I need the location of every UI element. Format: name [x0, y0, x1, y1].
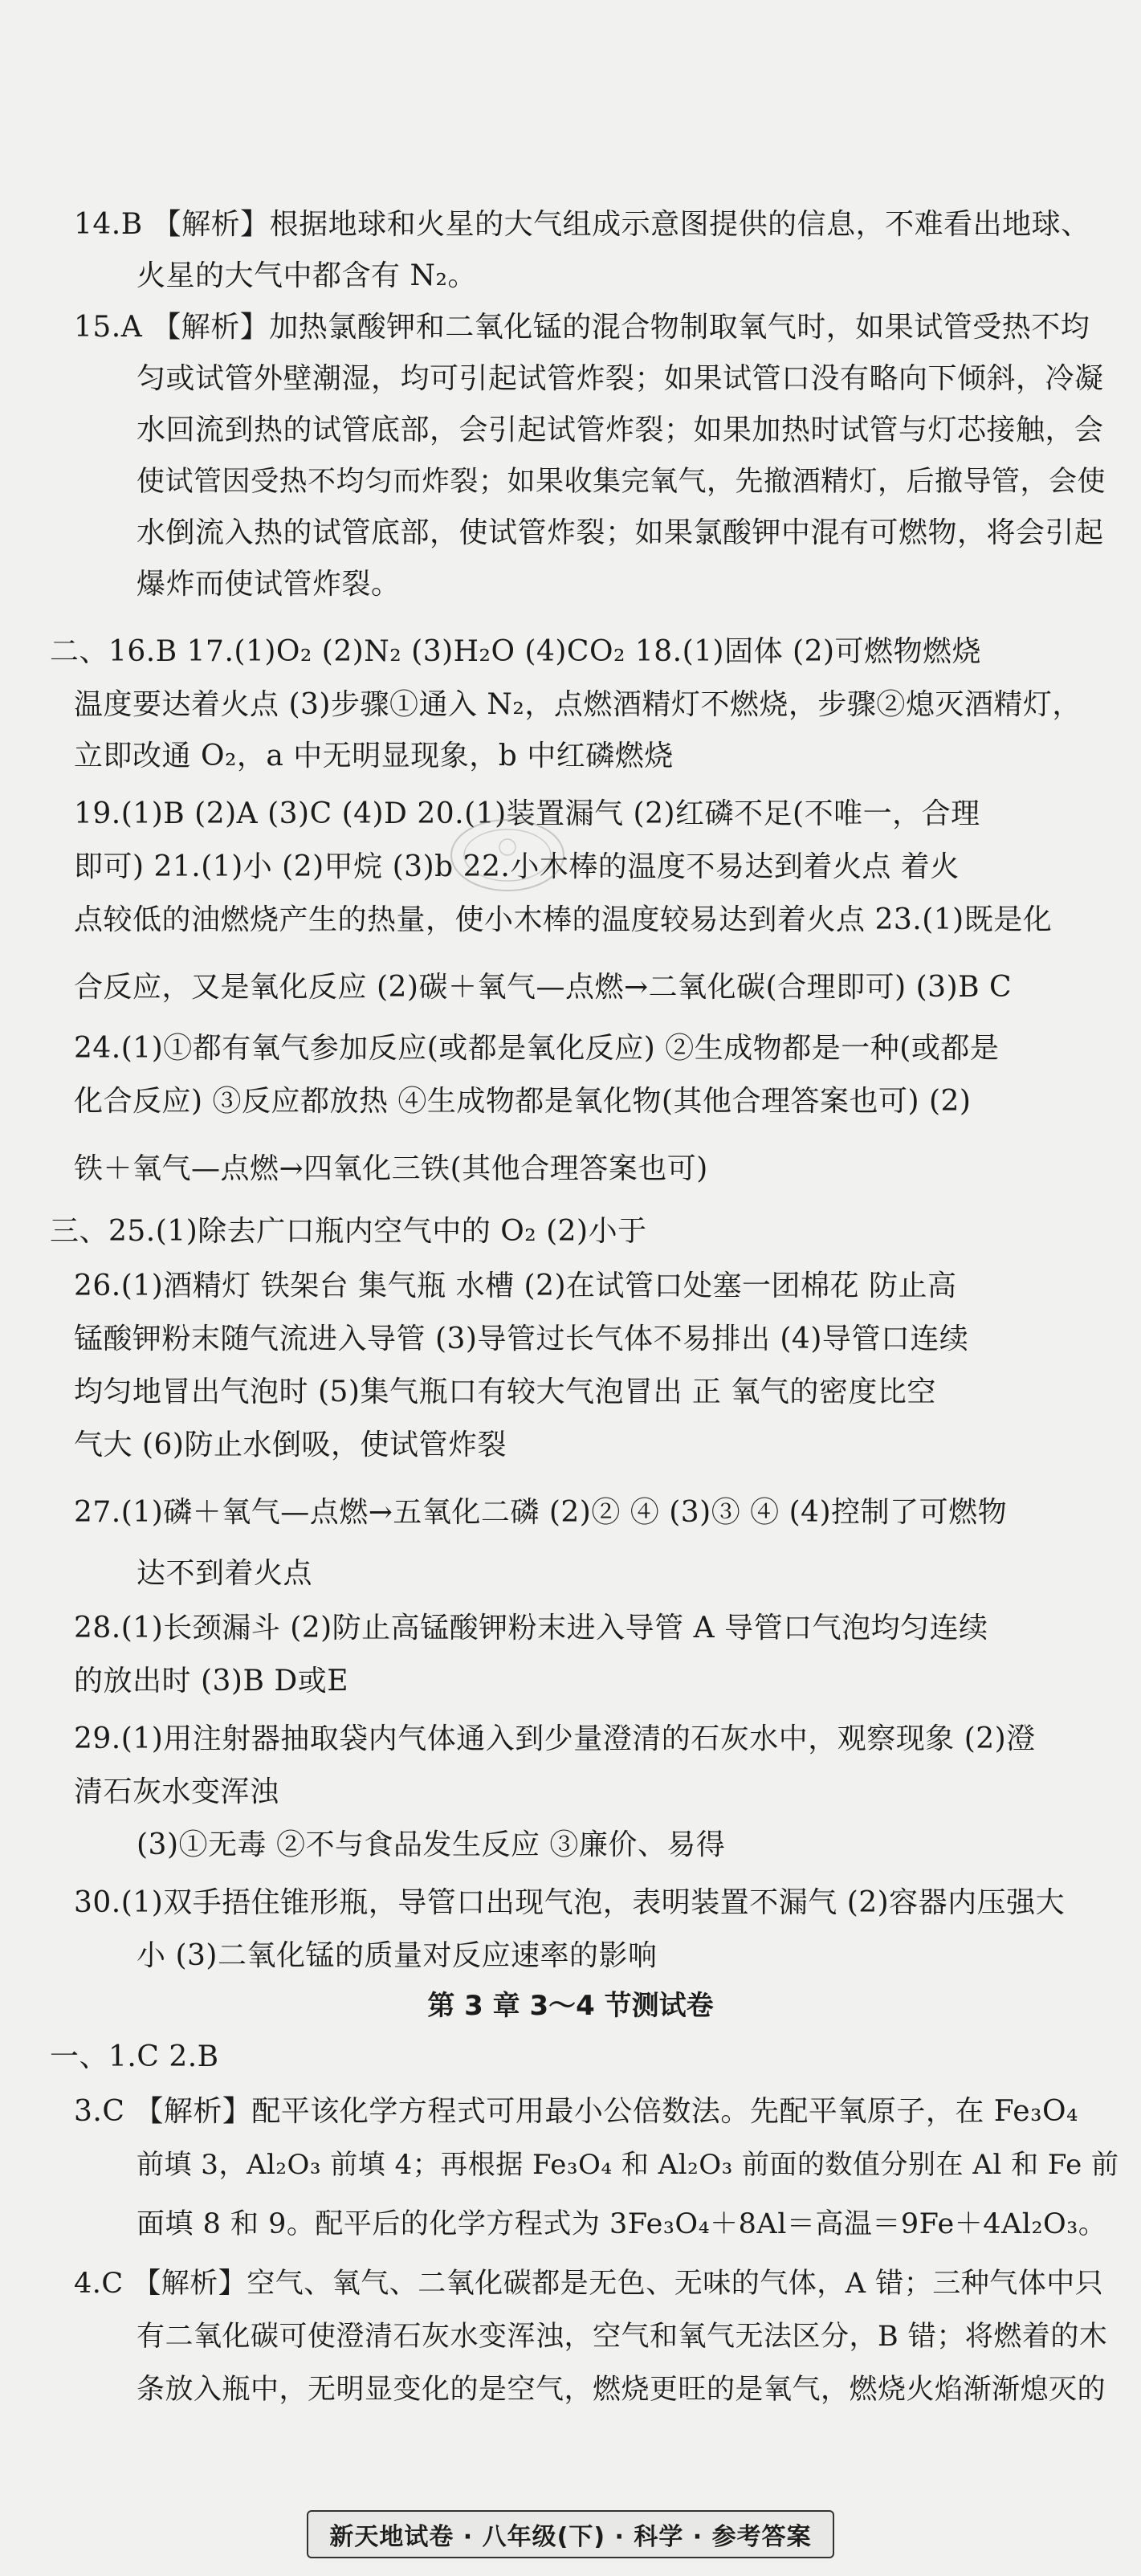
- text-line: (3)①无毒 ②不与食品发生反应 ③廉价、易得: [137, 1828, 726, 1861]
- text-line: 4.C 【解析】空气、氧气、二氧化碳都是无色、无味的气体，A 错；三种气体中只: [74, 2268, 1104, 2300]
- text-line: 29.(1)用注射器抽取袋内气体通入到少量澄清的石灰水中，观察现象 (2)澄: [74, 1722, 1036, 1755]
- text-line: 3.C 【解析】配平该化学方程式可用最小公倍数法。先配平氧原子，在 Fe₃O₄: [74, 2095, 1078, 2128]
- footer-label: 新天地试卷 · 八年级(下) · 科学 · 参考答案: [307, 2510, 833, 2558]
- text-line: 均匀地冒出气泡时 (5)集气瓶口有较大气泡冒出 正 氧气的密度比空: [74, 1376, 936, 1408]
- text-line: 达不到着火点: [137, 1557, 313, 1590]
- text-line: 30.(1)双手捂住锥形瓶，导管口出现气泡，表明装置不漏气 (2)容器内压强大: [74, 1886, 1066, 1919]
- text-line: 温度要达着火点 (3)步骤①通入 N₂，点燃酒精灯不燃烧，步骤②熄灭酒精灯，: [74, 688, 1082, 721]
- text-line: 19.(1)B (2)A (3)C (4)D 20.(1)装置漏气 (2)红磷不足(不唯一，合理: [74, 797, 980, 830]
- text-line: 的放出时 (3)B D或E: [74, 1665, 348, 1698]
- text-line: 火星的大气中都含有 N₂。: [137, 259, 477, 292]
- text-line: 三、25.(1)除去广口瓶内空气中的 O₂ (2)小于: [50, 1215, 647, 1248]
- text-line: 小 (3)二氧化锰的质量对反应速率的影响: [137, 1939, 658, 1972]
- text-line: 条放入瓶中，无明显变化的是空气，燃烧更旺的是氧气，燃烧火焰渐渐熄灭的: [137, 2374, 1106, 2406]
- page-footer: [0, 2510, 1141, 2558]
- text-line: 一、1.C 2.B: [50, 2040, 219, 2073]
- text-line: 铁＋氧气—点燃→四氧化三铁(其他合理答案也可): [74, 1152, 708, 1185]
- text-line: 水倒流入热的试管底部，使试管炸裂；如果氯酸钾中混有可燃物，将会引起: [137, 516, 1104, 549]
- text-line: 二、16.B 17.(1)O₂ (2)N₂ (3)H₂O (4)CO₂ 18.(1)固体 (2)可燃物燃烧: [50, 635, 982, 668]
- text-line: 前填 3，Al₂O₃ 前填 4；再根据 Fe₃O₄ 和 Al₂O₃ 前面的数值分别在 Al 和 Fe 前: [137, 2149, 1119, 2181]
- text-line: 28.(1)长颈漏斗 (2)防止高锰酸钾粉末进入导管 A 导管口气泡均匀连续: [74, 1612, 988, 1645]
- text-line: 使试管因受热不均匀而炸裂；如果收集完氧气，先撤酒精灯，后撤导管，会使: [137, 466, 1106, 498]
- text-line: 合反应，又是氧化反应 (2)碳＋氧气—点燃→二氧化碳(合理即可) (3)B C: [74, 971, 1013, 1004]
- text-line: 锰酸钾粉末随气流进入导管 (3)导管过长气体不易排出 (4)导管口连续: [74, 1323, 969, 1355]
- text-line: 26.(1)酒精灯 铁架台 集气瓶 水槽 (2)在试管口处塞一团棉花 防止高: [74, 1270, 957, 1302]
- text-line: 14.B 【解析】根据地球和火星的大气组成示意图提供的信息，不难看出地球、: [74, 208, 1090, 241]
- text-line: 15.A 【解析】加热氯酸钾和二氧化锰的混合物制取氧气时，如果试管受热不均: [74, 311, 1090, 344]
- text-line: 24.(1)①都有氧气参加反应(或都是氧化反应) ②生成物都是一种(或都是: [74, 1032, 1000, 1065]
- text-line: 面填 8 和 9。配平后的化学方程式为 3Fe₃O₄＋8Al＝高温＝9Fe＋4Al₂O₃。: [137, 2208, 1107, 2240]
- text-line: 有二氧化碳可使澄清石灰水变浑浊，空气和氧气无法区分，B 错；将燃着的木: [137, 2321, 1108, 2353]
- text-line: 水回流到热的试管底部，会引起试管炸裂；如果加热时试管与灯芯接触，会: [137, 414, 1104, 446]
- text-line: 清石灰水变浑浊: [74, 1775, 279, 1808]
- text-line: 气大 (6)防止水倒吸，使试管炸裂: [74, 1429, 507, 1461]
- section-heading: 第 3 章 3～4 节测试卷: [427, 1990, 714, 2022]
- text-line: 立即改通 O₂，a 中无明显现象，b 中红磷燃烧: [74, 740, 674, 772]
- text-line: 匀或试管外壁潮湿，均可引起试管炸裂；如果试管口没有略向下倾斜，冷凝: [137, 362, 1104, 395]
- text-line: 爆炸而使试管炸裂。: [137, 568, 401, 601]
- text-line: 即可) 21.(1)小 (2)甲烷 (3)b 22.小木棒的温度不易达到着火点 着火: [74, 850, 960, 883]
- watermark-stamp-icon: [443, 811, 572, 899]
- text-line: 27.(1)磷＋氧气—点燃→五氧化二磷 (2)② ④ (3)③ ④ (4)控制了可燃物: [74, 1496, 1008, 1529]
- text-line: 化合反应) ③反应都放热 ④生成物都是氧化物(其他合理答案也可) (2): [74, 1085, 972, 1118]
- text-line: 点较低的油燃烧产生的热量，使小木棒的温度较易达到着火点 23.(1)既是化: [74, 903, 1053, 936]
